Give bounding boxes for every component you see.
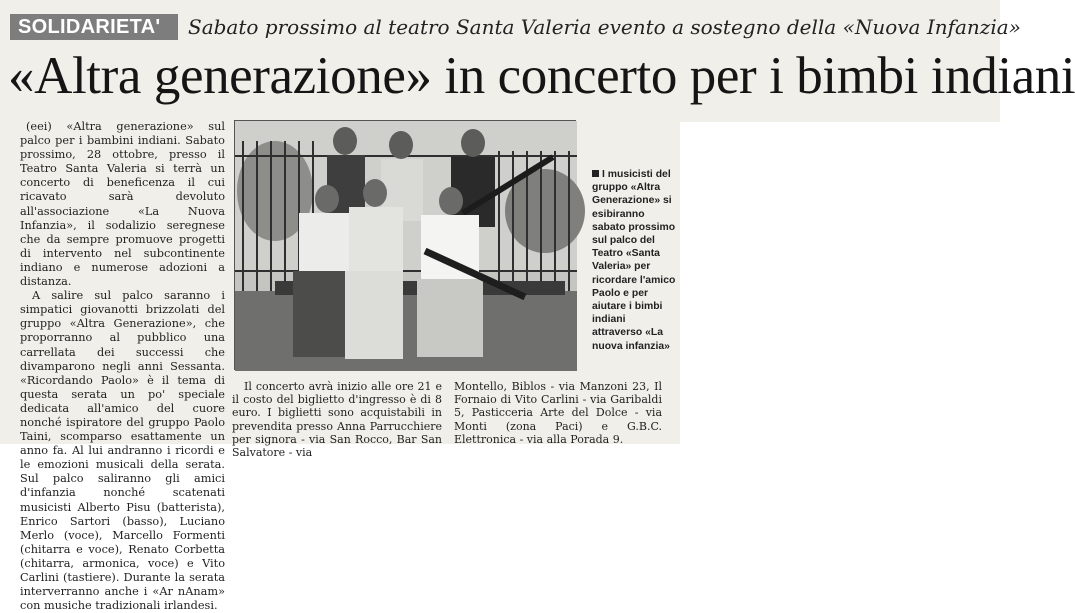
body-paragraph: A salire sul palco saranno i simpatici giovanotti brizzolati del gruppo «Altra Generazione», che proporranno al pubblico una carrellata dei successi che divamparono negli anni Sessanta. «Ricordando Paolo» è il tema di questa serata un po' speciale dedicata all'amico del cuore nonché ispiratore del gruppo Paolo Taini, scomparso esattamente un anno fa. Al lui andranno i ricordi e le emozioni musicali della serata. Sul palco saliranno gli amici d'infanzia nonché scatenati musicisti Alberto Pisu (batterista), Enrico Sartori (basso), Luciano Merlo (voce), Marcello Formenti (chitarra e voce), Renato Corbetta (chitarra, armonica, voce) e Vito Carlini (tastiere). Durante la serata interverranno anche i «Ar nAnam» con musiche tradizionali irlandesi. [20,289,225,613]
blank-area [680,122,1000,444]
band-photo [234,120,576,370]
photo-caption [592,168,676,353]
body-column-left [20,120,225,613]
body-column-bottom-1 [232,380,442,459]
band-photo-illustration [235,121,577,371]
kicker-subheadline: Sabato prossimo al teatro Santa Valeria evento a sostegno della «Nuova Infanzia» [188,15,1021,39]
body-column-bottom-2 [454,380,662,446]
section-tag: SOLIDARIETA' [10,14,178,40]
body-paragraph: Il concerto avrà inizio alle ore 21 e il costo del biglietto d'ingresso è di 8 euro. I biglietti sono acquistabili in prevendita presso Anna Parrucchiere per signora - via San Rocco, Bar San Salvatore - via [232,380,442,460]
body-paragraph: Montello, Biblos - via Manzoni 23, Il Fornaio di Vito Carlini - via Garibaldi 5, Pasticceria Arte del Dolce - via Monti (zona Paci) e G.B.C. Elettronica - via alla Porada 9. [454,380,662,446]
body-paragraph: (eei) «Altra generazione» sul palco per i bambini indiani. Sabato prossimo, 28 ottobre, presso il Teatro Santa Valeria si terrà un concerto di beneficenza il cui ricavato sarà devoluto all'associazione «La Nuova Infanzia», il sodalizio seregnese che da sempre promuove progetti di intervento nel subcontinente indiano e numerose adozioni a distanza. [20,120,225,289]
square-bullet-icon [592,170,599,177]
photo-caption-text: I musicisti del gruppo «Altra Generazione» si esibiranno sabato prossimo sul palco del Teatro «Santa Valeria» per ricordare l'amico Paolo e per aiutare i bimbi indiani attraverso «La nuova infanzia» [592,169,676,352]
kicker-row [8,12,1021,42]
headline: «Altra generazione» in concerto per i bimbi indiani [8,47,1075,105]
